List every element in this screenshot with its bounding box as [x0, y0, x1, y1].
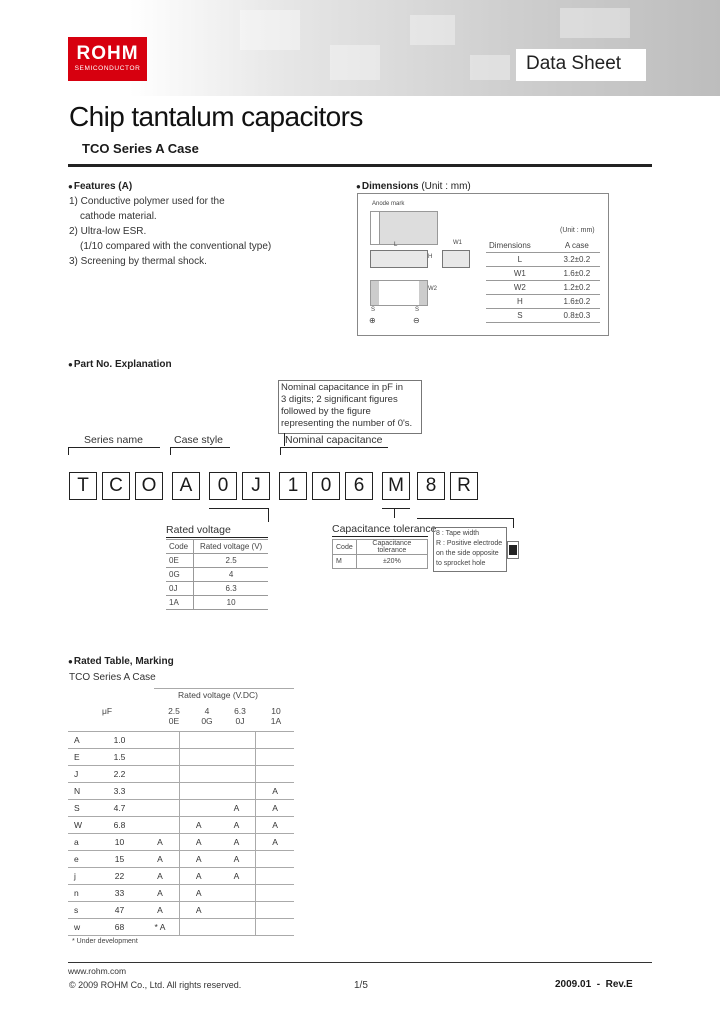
rating-cell [141, 732, 179, 749]
voltage-col-6.3 [230, 706, 250, 726]
rohm-logo[interactable] [68, 37, 147, 81]
voltage-value: 6.3 [234, 706, 246, 716]
voltage-code-table [166, 539, 268, 610]
marking-code: e [68, 851, 98, 868]
banner-tile [240, 10, 300, 50]
bracket-tick [280, 447, 281, 455]
banner-tile [470, 55, 510, 80]
col-header: Rated voltage (V) [194, 540, 268, 554]
rating-cell [256, 766, 294, 783]
table-row [68, 885, 294, 902]
marking-code: J [68, 766, 98, 783]
capacitance-value: 68 [98, 919, 141, 936]
page-number: 1/5 [354, 980, 368, 991]
rating-cell [179, 732, 217, 749]
feature-line: cathode material. [80, 211, 157, 222]
marking-code: s [68, 902, 98, 919]
value-cell: ±20% [356, 555, 427, 569]
revision: 2009.01 - Rev.E [555, 979, 633, 990]
rating-cell [179, 800, 217, 817]
bracket-taping [417, 518, 513, 519]
marking-code: j [68, 868, 98, 885]
table-row [486, 309, 600, 323]
table-row [166, 568, 268, 582]
side-view-body [370, 250, 428, 268]
table-row [68, 766, 294, 783]
pn-char-8: 8 [417, 472, 445, 500]
col-header: A case [554, 239, 600, 253]
marking-code: A [68, 732, 98, 749]
rating-cell [141, 783, 179, 800]
bracket-tick [68, 447, 69, 455]
table-row [486, 295, 600, 309]
value-cell: 10 [194, 596, 268, 610]
footnote: * Under development [72, 938, 138, 945]
voltage-value: 4 [204, 706, 210, 716]
code-cell: M [333, 555, 357, 569]
table-header-row [166, 540, 268, 554]
footer-copyright: © 2009 ROHM Co., Ltd. All rights reserved. [69, 980, 242, 990]
dim-S-left: S [371, 307, 376, 313]
voltage-code: 0J [235, 716, 245, 726]
rating-cell: A [218, 851, 256, 868]
voltage-col-4 [197, 706, 217, 726]
value-cell: 2.5 [194, 554, 268, 568]
value-cell: 6.3 [194, 582, 268, 596]
note-line: representing the number of 0's. [281, 418, 413, 429]
capacitance-note-box [278, 380, 422, 434]
bracket-tick [513, 518, 514, 528]
col-header: Code [166, 540, 194, 554]
table-row [486, 267, 600, 281]
label-nominal-capacitance: Nominal capacitance [285, 434, 383, 446]
voltage-code: 0G [201, 716, 213, 726]
table-row [68, 851, 294, 868]
col-header: Capacitance tolerance [356, 540, 427, 555]
rating-cell: A [256, 783, 294, 800]
features-heading: ● Features (A) [68, 181, 132, 192]
code-cell: 0G [166, 568, 194, 582]
logo-text: ROHM [76, 43, 139, 64]
dim-value: 3.2±0.2 [554, 253, 600, 267]
rating-cell: A [179, 885, 217, 902]
anode-mark-label: Anode mark [372, 201, 405, 207]
anode-stripe [371, 212, 380, 244]
feature-line: 2) Ultra-low ESR. [69, 226, 147, 237]
table-row [68, 749, 294, 766]
tape-diagram [507, 541, 519, 559]
col-header: Code [333, 540, 357, 555]
bracket-tick [394, 508, 395, 518]
capacitance-value: 10 [98, 834, 141, 851]
plus-symbol: ⊕ [369, 316, 376, 325]
code-cell: 1A [166, 596, 194, 610]
banner-tile [410, 15, 455, 45]
rating-cell [218, 885, 256, 902]
rating-cell [256, 749, 294, 766]
table-row [68, 919, 294, 936]
rating-cell [256, 732, 294, 749]
voltage-value: 2.5 [168, 706, 180, 716]
rating-cell: A [141, 902, 179, 919]
pn-char-0b: 0 [312, 472, 340, 500]
rating-cell [218, 783, 256, 800]
table-row [166, 596, 268, 610]
rated-voltage-underline [166, 537, 268, 538]
partno-heading: ● Part No. Explanation [68, 359, 172, 370]
tape-component-icon [509, 545, 517, 555]
rating-cell [256, 919, 294, 936]
label-case-style: Case style [174, 434, 224, 446]
pn-char-0: 0 [209, 472, 237, 500]
rating-cell [218, 919, 256, 936]
rating-cell: A [218, 834, 256, 851]
rating-cell: A [179, 902, 217, 919]
tolerance-underline [332, 536, 428, 537]
rating-cell: A [141, 885, 179, 902]
pn-char-R: R [450, 472, 478, 500]
series-subtitle: TCO Series A Case [82, 141, 199, 156]
pn-char-C: C [102, 472, 130, 500]
logo-subtext: SEMICONDUCTOR [74, 65, 141, 72]
rating-cell [141, 800, 179, 817]
dim-value: 1.6±0.2 [554, 295, 600, 309]
pn-char-1: 1 [279, 472, 307, 500]
table-row [68, 817, 294, 834]
table-row [486, 281, 600, 295]
rating-cell: A [179, 834, 217, 851]
capacitance-value: 22 [98, 868, 141, 885]
rating-cell [179, 766, 217, 783]
dim-value: 1.6±0.2 [554, 267, 600, 281]
features-list [69, 194, 271, 269]
table-row [68, 902, 294, 919]
pn-char-A: A [172, 472, 200, 500]
terminal-right [419, 281, 427, 305]
rated-table-subheading: TCO Series A Case [69, 672, 156, 683]
capacitance-value: 4.7 [98, 800, 141, 817]
rating-cell [218, 732, 256, 749]
table-row [333, 555, 428, 569]
taping-line: on the side opposite [436, 550, 499, 557]
rating-cell: A [141, 834, 179, 851]
dim-key: H [486, 295, 554, 309]
label-rated-voltage: Rated voltage [166, 524, 231, 536]
bracket-case [170, 447, 230, 448]
capacitance-value: 3.3 [98, 783, 141, 800]
label-series-name: Series name [84, 434, 143, 446]
rating-cell: A [218, 800, 256, 817]
pn-char-O: O [135, 472, 163, 500]
marking-code: n [68, 885, 98, 902]
value-cell: 4 [194, 568, 268, 582]
feature-line: (1/10 compared with the conventional type) [80, 241, 272, 252]
dim-W2: W2 [428, 286, 437, 292]
dim-key: L [486, 253, 554, 267]
marking-code: E [68, 749, 98, 766]
bracket-tolerance [382, 508, 410, 509]
rating-cell: A [256, 800, 294, 817]
taping-line: 8 : Tape width [436, 530, 480, 537]
bracket-tick [170, 447, 171, 455]
table-header-row [333, 540, 428, 555]
table-row [68, 783, 294, 800]
capacitance-value: 47 [98, 902, 141, 919]
capacitance-value: 1.5 [98, 749, 141, 766]
rating-cell [256, 902, 294, 919]
capacitance-value: 2.2 [98, 766, 141, 783]
bracket-capacitance [280, 447, 388, 448]
end-view-body [442, 250, 470, 268]
rating-cell [218, 749, 256, 766]
dim-value: 0.8±0.3 [554, 309, 600, 323]
dim-S-right: S [415, 307, 420, 313]
dim-value: 1.2±0.2 [554, 281, 600, 295]
taping-line: to sprocket hole [436, 560, 486, 567]
rating-cell: A [218, 817, 256, 834]
voltage-header-rule [154, 688, 294, 689]
dimensions-unit: (Unit : mm) [421, 181, 471, 192]
dim-key: W2 [486, 281, 554, 295]
rating-cell [218, 766, 256, 783]
dim-key: S [486, 309, 554, 323]
rating-cell: A [179, 817, 217, 834]
bottom-view-body [370, 280, 428, 306]
rating-cell: A [141, 851, 179, 868]
marking-code: S [68, 800, 98, 817]
rating-cell [179, 919, 217, 936]
dim-H: H [428, 254, 433, 260]
dimensions-table [486, 239, 600, 323]
bracket-series [68, 447, 160, 448]
dimensions-box [357, 193, 609, 336]
rating-cell [179, 749, 217, 766]
marking-code: w [68, 919, 98, 936]
pn-char-J: J [242, 472, 270, 500]
marking-code: a [68, 834, 98, 851]
col-header: Dimensions [486, 239, 554, 253]
voltage-col-2.5 [164, 706, 184, 726]
table-row [68, 732, 294, 749]
capacitance-value: 1.0 [98, 732, 141, 749]
voltage-code: 1A [270, 716, 282, 726]
banner-tile [560, 8, 630, 38]
rating-cell [256, 885, 294, 902]
bracket-tick [268, 508, 269, 522]
rating-cell: A [179, 868, 217, 885]
voltage-code: 0E [168, 716, 180, 726]
pn-char-6: 6 [345, 472, 373, 500]
voltage-col-10 [266, 706, 286, 726]
capacitance-value: 6.8 [98, 817, 141, 834]
dimensions-heading: ● Dimensions (Unit : mm) [356, 181, 471, 192]
rating-cell [141, 749, 179, 766]
footer-url[interactable]: www.rohm.com [68, 966, 127, 976]
rating-cell: A [256, 834, 294, 851]
table-row [68, 834, 294, 851]
marking-code: W [68, 817, 98, 834]
taping-note-box [433, 527, 507, 572]
table-row [166, 554, 268, 568]
rated-table [68, 732, 294, 936]
banner-tile [330, 45, 380, 80]
code-cell: 0J [166, 582, 194, 596]
code-cell: 0E [166, 554, 194, 568]
table-row [68, 868, 294, 885]
bracket-voltage [209, 508, 269, 509]
title-rule [68, 164, 652, 167]
pn-char-M: M [382, 472, 410, 500]
table-header-row [486, 239, 600, 253]
feature-line: 1) Conductive polymer used for the [69, 196, 225, 207]
minus-symbol: ⊖ [413, 316, 420, 325]
taping-line: R : Positive electrode [436, 540, 503, 547]
voltage-header: Rated voltage (V.DC) [178, 690, 259, 700]
dim-L: L [394, 242, 398, 248]
marking-code: N [68, 783, 98, 800]
note-line: Nominal capacitance in pF in [281, 382, 403, 393]
table-row [486, 253, 600, 267]
rating-cell [256, 851, 294, 868]
feature-line: 3) Screening by thermal shock. [69, 256, 207, 267]
rated-table-heading: ● Rated Table, Marking [68, 656, 174, 667]
rating-cell [218, 902, 256, 919]
rating-cell [179, 783, 217, 800]
tolerance-table [332, 539, 428, 569]
rating-cell: * A [141, 919, 179, 936]
table-row [166, 582, 268, 596]
dim-W1: W1 [453, 240, 462, 246]
table-row [68, 800, 294, 817]
capacitance-value: 33 [98, 885, 141, 902]
rating-cell [141, 766, 179, 783]
rating-cell: A [218, 868, 256, 885]
voltage-value: 10 [271, 706, 281, 716]
rating-cell: A [141, 868, 179, 885]
capacitance-value: 15 [98, 851, 141, 868]
footer-rule [68, 962, 652, 963]
table-unit: (Unit : mm) [560, 227, 595, 234]
pn-char-T: T [69, 472, 97, 500]
page-title: Chip tantalum capacitors [69, 101, 363, 132]
terminal-left [371, 281, 379, 305]
unit-label: μF [102, 706, 113, 716]
top-view-body [370, 211, 438, 245]
dim-key: W1 [486, 267, 554, 281]
rating-cell [141, 817, 179, 834]
note-line: 3 digits; 2 significant figures [281, 394, 398, 405]
rating-cell: A [256, 817, 294, 834]
rating-cell: A [179, 851, 217, 868]
label-capacitance-tolerance: Capacitance tolerance [332, 523, 437, 535]
rating-cell [256, 868, 294, 885]
doc-type-label: Data Sheet [526, 53, 622, 74]
note-line: followed by the figure [281, 406, 371, 417]
